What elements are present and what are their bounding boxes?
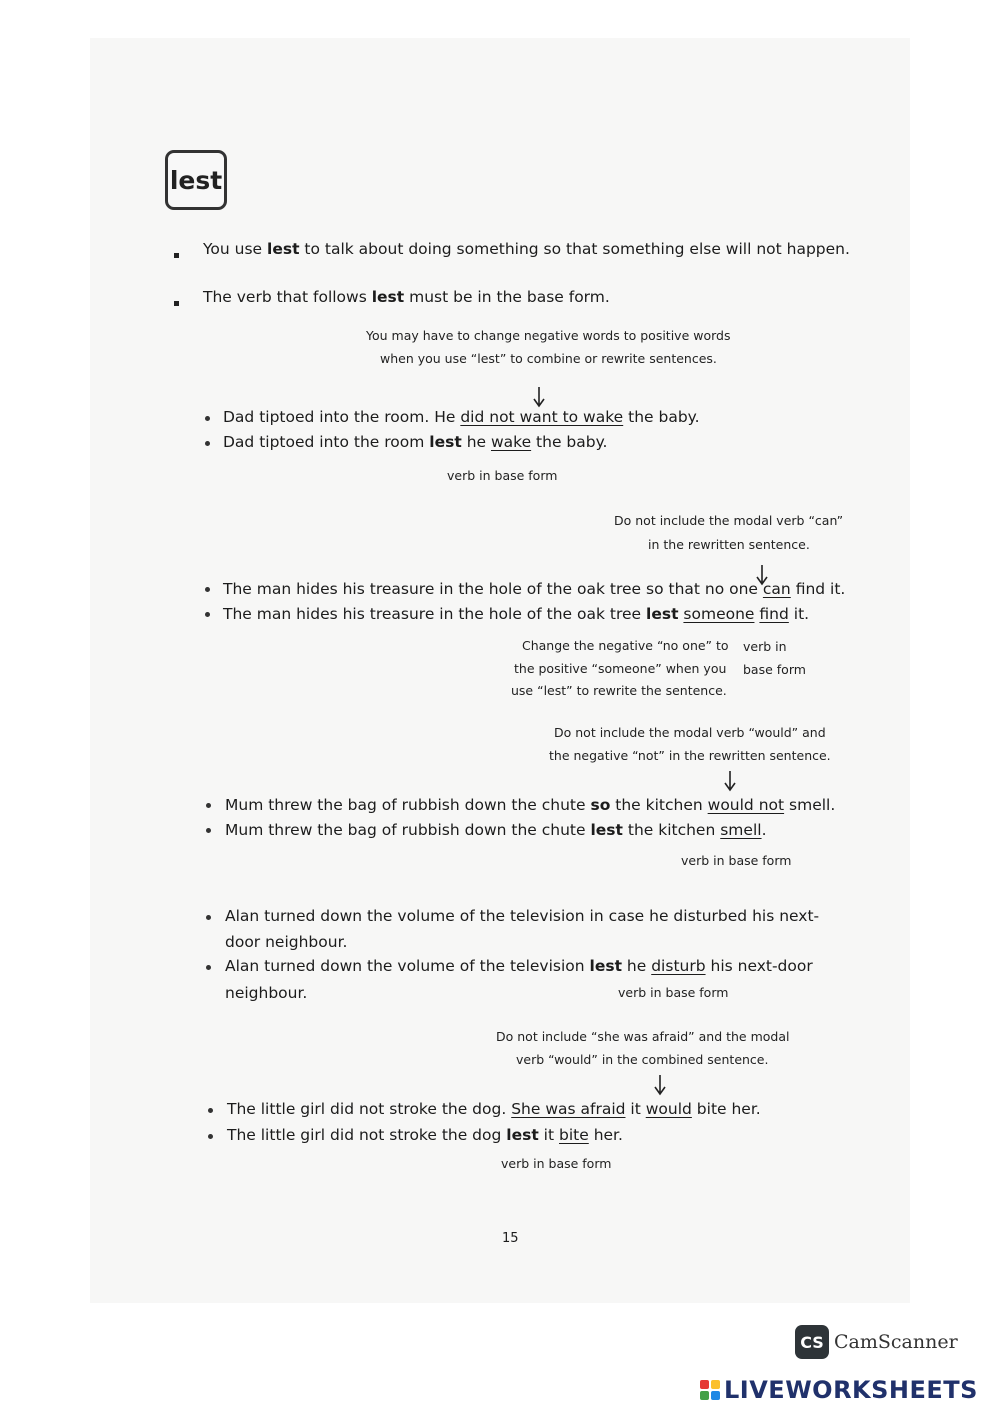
keyword: lest <box>590 821 623 839</box>
camscanner-logo-icon: CS <box>795 1325 829 1359</box>
sentence-text: Mum threw the bag of rubbish down the chute <box>225 796 591 814</box>
page-number: 15 <box>502 1231 519 1246</box>
sentence-text: it <box>625 1100 646 1118</box>
rule-1 <box>203 240 850 258</box>
example-4-sentence-1-line1: Alan turned down the volume of the television in case he disturbed his next- <box>225 907 820 925</box>
sentence-text: the baby. <box>531 433 608 451</box>
example-4-sentence-1-line2: door neighbour. <box>225 933 348 951</box>
sentence-text: he <box>622 957 652 975</box>
example-1-sentence-1 <box>223 408 700 426</box>
example-3-note-line1: Do not include the modal verb “would” and <box>554 725 826 740</box>
example-5-sentence-2 <box>227 1126 623 1144</box>
example-2-left-note-line3: use “lest” to rewrite the sentence. <box>511 683 727 698</box>
bullet <box>206 828 211 833</box>
sentence-text: bite her. <box>691 1100 761 1118</box>
sentence-text: smell. <box>784 796 836 814</box>
camscanner-label: CamScanner <box>834 1331 958 1353</box>
example-2-right-note-line2: base form <box>743 662 806 677</box>
down-arrow-icon <box>653 1074 667 1096</box>
example-3-sentence-2 <box>225 821 767 839</box>
sentence-text: her. <box>588 1126 623 1144</box>
underlined-modal: can <box>762 580 791 598</box>
rule-text: to talk about doing something so that something else will not happen. <box>299 240 850 258</box>
keyword: lest <box>371 288 405 306</box>
bullet <box>205 587 210 592</box>
sentence-text: Dad tiptoed into the room. He <box>223 408 461 426</box>
example-2-note-line1: Do not include the modal verb “can” <box>614 513 844 528</box>
example-5-note-line2: verb “would” in the combined sentence. <box>516 1052 769 1067</box>
underlined-modal: would <box>645 1100 692 1118</box>
bullet <box>205 416 210 421</box>
underlined-verb: smell <box>720 821 762 839</box>
sentence-text: the kitchen <box>610 796 708 814</box>
keyword: lest <box>506 1126 539 1144</box>
bullet <box>174 253 179 258</box>
example-2-note-line2: in the rewritten sentence. <box>648 537 810 552</box>
example-2-sentence-1 <box>223 580 845 598</box>
liveworksheets-grid-icon <box>700 1380 720 1400</box>
keyword: lest <box>589 957 622 975</box>
grid-cell <box>700 1391 709 1400</box>
keyword: lest <box>646 605 679 623</box>
sentence-text: The man hides his treasure in the hole of the oak tree <box>223 605 647 623</box>
example-4-sentence-2-line2: neighbour. <box>225 984 308 1002</box>
keyword: so <box>590 796 611 814</box>
down-arrow-icon <box>723 770 737 792</box>
example-1-note: verb in base form <box>447 468 558 483</box>
example-2-sentence-2 <box>223 605 809 623</box>
underlined-verb: disturb <box>651 957 706 975</box>
sentence-text: The little girl did not stroke the dog. <box>227 1100 512 1118</box>
sentence-text: Alan turned down the volume of the television <box>225 957 590 975</box>
underlined-phrase: She was afraid <box>511 1100 626 1118</box>
example-2-left-note-line1: Change the negative “no one” to <box>522 638 729 653</box>
rule-text: You use <box>203 240 268 258</box>
bullet <box>208 1108 213 1113</box>
bullet <box>208 1134 213 1139</box>
sentence-text: The little girl did not stroke the dog <box>227 1126 507 1144</box>
sentence-text: the kitchen <box>622 821 721 839</box>
sentence-text: it. <box>788 605 810 623</box>
bullet <box>206 803 211 808</box>
keyword: lest <box>267 240 300 258</box>
underlined-phrase: would not <box>707 796 785 814</box>
example-5-note: verb in base form <box>501 1156 612 1171</box>
sentence-text: . <box>761 821 767 839</box>
underlined-verb: wake <box>490 433 532 451</box>
underlined-word: someone <box>683 605 755 623</box>
example-1-sentence-2 <box>223 433 607 451</box>
grid-cell <box>711 1391 720 1400</box>
liveworksheets-logo <box>700 1376 978 1404</box>
sentence-text: he <box>461 433 491 451</box>
bullet <box>205 441 210 446</box>
example-4-note: verb in base form <box>618 985 729 1000</box>
intro-note-line1: You may have to change negative words to positive words <box>366 328 731 343</box>
example-3-sentence-1 <box>225 796 835 814</box>
bullet <box>174 301 179 306</box>
grid-cell <box>711 1380 720 1389</box>
grid-cell <box>700 1380 709 1389</box>
liveworksheets-label: LIVEWORKSHEETS <box>724 1376 978 1404</box>
down-arrow-icon <box>532 386 546 408</box>
example-4-sentence-2 <box>225 957 813 975</box>
sentence-text: his next-door <box>705 957 813 975</box>
sentence-text: it <box>538 1126 559 1144</box>
sentence-text: find it. <box>790 580 846 598</box>
lesson-title: lest <box>165 150 227 210</box>
keyword: lest <box>429 433 462 451</box>
underlined-phrase: did not want to wake <box>460 408 624 426</box>
example-2-right-note-line1: verb in <box>743 639 787 654</box>
sentence-text: The man hides his treasure in the hole of the oak tree so that no one <box>223 580 763 598</box>
example-5-note-line1: Do not include “she was afraid” and the modal <box>496 1029 790 1044</box>
bullet <box>205 612 210 617</box>
camscanner-watermark <box>795 1325 958 1359</box>
example-2-left-note-line2: the positive “someone” when you <box>514 661 727 676</box>
rule-text: must be in the base form. <box>404 288 610 306</box>
underlined-verb: find <box>759 605 789 623</box>
bullet <box>206 965 211 970</box>
rule-2 <box>203 288 610 306</box>
rule-text: The verb that follows <box>203 288 372 306</box>
underlined-verb: bite <box>559 1126 589 1144</box>
intro-note-line2: when you use “lest” to combine or rewrite sentences. <box>380 351 717 366</box>
sentence-text: the baby. <box>623 408 700 426</box>
example-3-note: verb in base form <box>681 853 792 868</box>
bullet <box>206 915 211 920</box>
example-3-note-line2: the negative “not” in the rewritten sentence. <box>549 748 831 763</box>
sentence-text: Mum threw the bag of rubbish down the chute <box>225 821 591 839</box>
example-5-sentence-1 <box>227 1100 761 1118</box>
sentence-text: Dad tiptoed into the room <box>223 433 430 451</box>
